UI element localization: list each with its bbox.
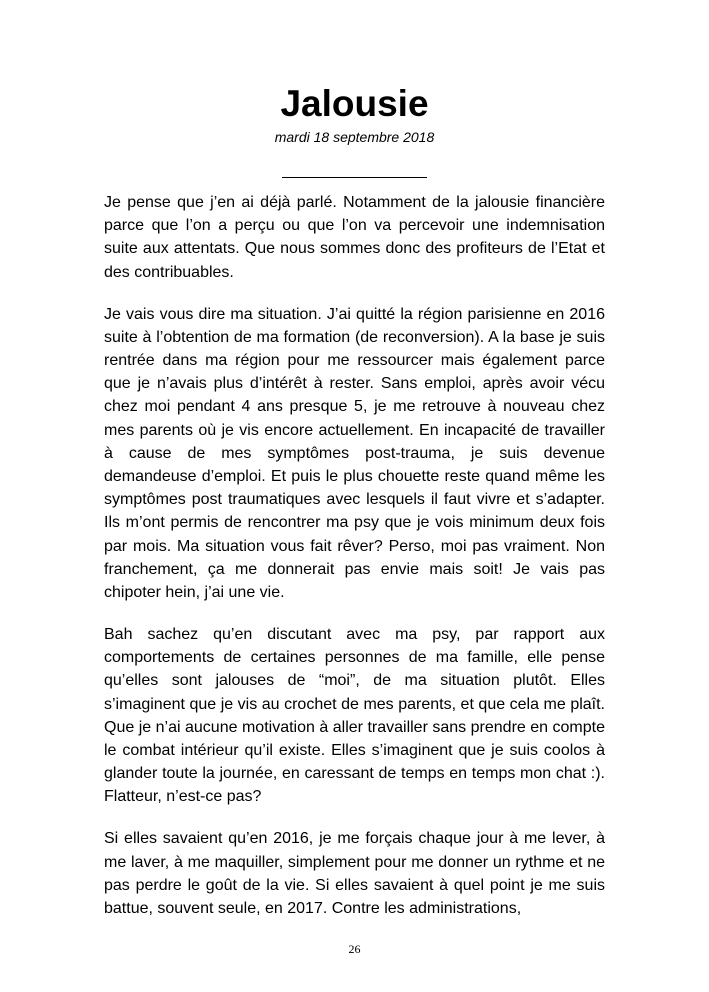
article-body [104, 191, 605, 939]
post-date: mardi 18 septembre 2018 [274, 129, 435, 145]
title-divider [282, 177, 427, 178]
paragraph: Si elles savaient qu’en 2016, je me forçais chaque jour à me lever, à me laver, à me maquiller, simplement pour me donner un rythme et ne pas perdre le goût de la vie. Si elles savaient à quel point je me suis battue, souvent seule, en 2017. Contre les administrations, [104, 830, 605, 918]
paragraph: Je pense que j’en ai déjà parlé. Notamment de la jalousie financière parce que l’on a perçu ou que l’on va percevoir une indemnisation suite aux attentats. Que nous sommes donc des profiteurs de l’Etat et des contribuables. [104, 194, 605, 281]
paragraph: Bah sachez qu’en discutant avec ma psy, par rapport aux comportements de certaines personnes de ma famille, elle pense qu’elles sont jalouses de “moi”, de ma situation plutôt. Elles s’imaginent que je vis au crochet de mes parents, et que cela me plaît. Que je n’ai aucune motivation à aller travailler sans prendre en compte le combat intérieur qu’il existe. Elles s’imaginent que je suis coolos à glander toute la journée, en caressant de temps en temps mon chat :). Flatteur, n’est-ce pas? [104, 626, 605, 806]
paragraph: Je vais vous dire ma situation. J’ai quitté la région parisienne en 2016 suite à l’obtention de ma formation (de reconversion). A la base je suis rentrée dans ma région pour me ressourcer mais également parce que je n’avais plus d’intérêt à rester. Sans emploi, après avoir vécu chez moi pendant 4 ans presque 5, je me retrouve à nouveau chez mes parents où je vis encore actuellement. En incapacité de travailler à cause de mes symptômes post-trauma, je suis devenue demandeuse d’emploi. Et puis le plus chouette reste quand même les symptômes post traumatiques avec lesquels il faut vivre et s’adapter. Ils m’ont permis de rencontrer ma psy que je vois minimum deux fois par mois. Ma situation vous fait rêver? Perso, moi pas vraiment. Non franchement, ça me donnerait pas envie mais soit! Je vais pas chipoter hein, j’ai une vie. [104, 305, 605, 602]
page-number: 26 [348, 942, 361, 956]
page-title: Jalousie [280, 83, 429, 124]
